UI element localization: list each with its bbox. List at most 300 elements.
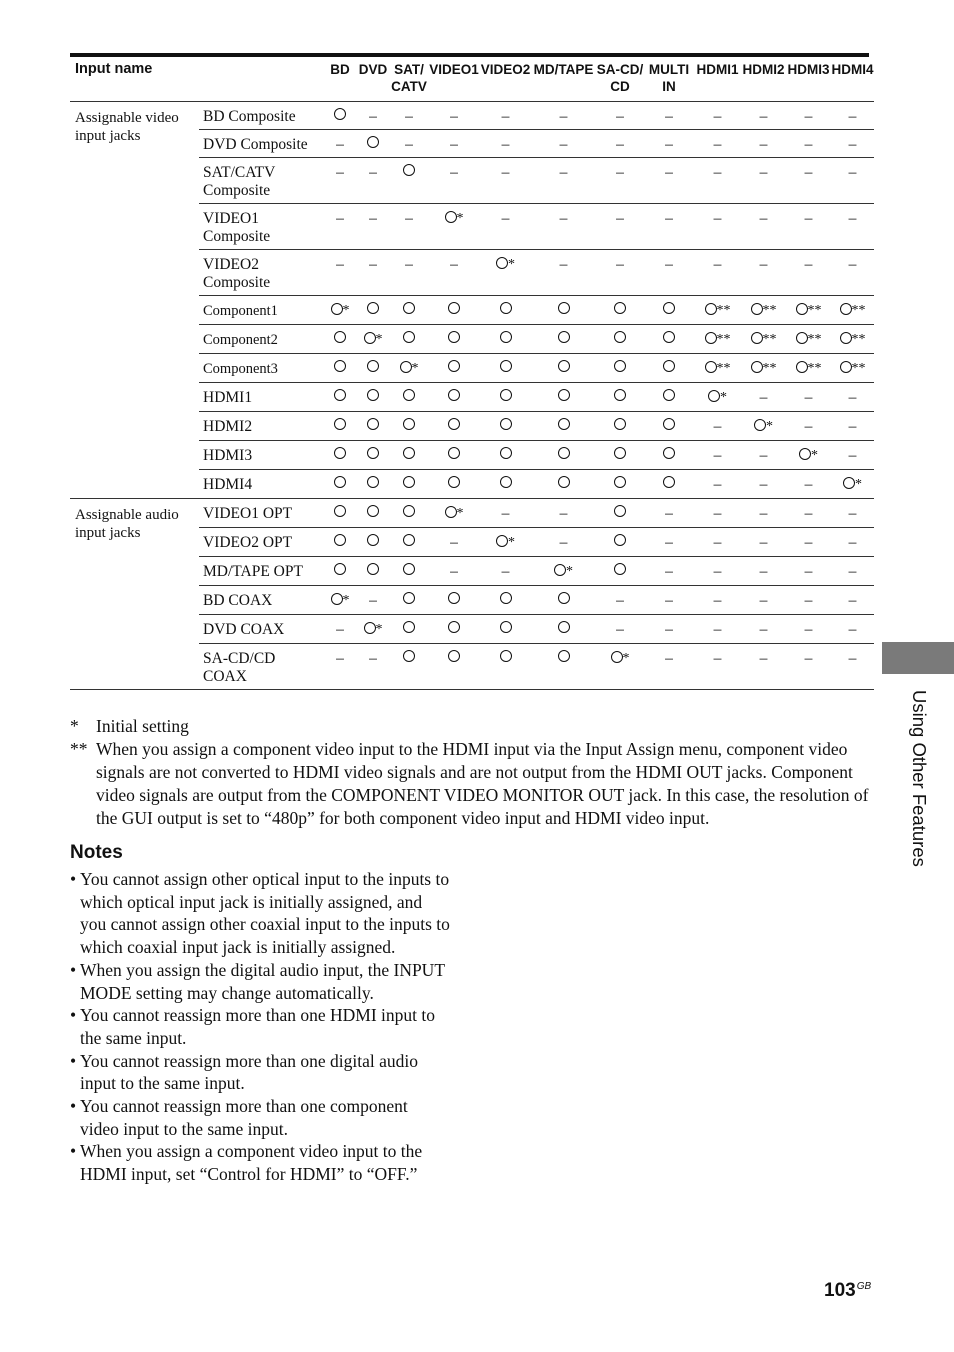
table-cell [428,441,480,470]
footnote-mark: * [622,651,630,666]
dash-mark: – [759,563,768,580]
table-cell [356,158,390,204]
dash-mark: – [616,621,624,638]
row-input-name: Component3 [199,354,324,383]
dash-mark: – [848,108,857,125]
table-cell [356,102,390,130]
circle-mark-icon [331,593,343,605]
table-cell [390,102,428,130]
table-cell [694,354,741,383]
dash-mark: – [848,164,857,181]
table-cell [596,557,644,586]
header-input-name: Input name [75,61,153,77]
notes-heading: Notes [70,842,123,863]
circle-mark-icon [614,476,626,488]
table-cell [428,130,480,158]
circle-mark-icon [663,302,675,314]
dash-mark: – [369,256,377,273]
circle-mark-icon [448,592,460,604]
dash-mark: – [713,418,722,435]
table-cell [741,557,786,586]
dash-mark: – [848,534,857,551]
table-cell [428,557,480,586]
table-cell [428,325,480,354]
table-cell [531,383,596,412]
footnote-mark: * [855,477,862,492]
table-cell [531,158,596,204]
circle-mark-icon [403,621,415,633]
table-cell [428,158,480,204]
circle-mark-icon [448,331,460,343]
circle-mark-icon [500,331,512,343]
circle-mark-icon [403,302,415,314]
table-cell [324,102,356,130]
footnote-text: Initial setting [96,716,189,736]
dash-mark: – [759,447,768,464]
table-cell [596,204,644,250]
table-cell [480,470,531,499]
circle-mark-icon [500,592,512,604]
row-input-name: VIDEO2 Composite [199,250,324,296]
dash-mark: – [501,210,510,227]
circle-mark-icon [558,621,570,633]
table-cell [694,586,741,615]
footnote-mark: ** [851,332,866,347]
dash-mark: – [713,256,722,273]
table-cell [356,528,390,557]
table-cell [531,354,596,383]
dash-mark: – [616,164,624,181]
footnote-initial-setting [70,715,870,738]
table-cell [324,412,356,441]
dash-mark: – [665,210,673,227]
circle-mark-icon [614,389,626,401]
circle-mark-icon [500,389,512,401]
dash-mark: – [804,592,813,609]
circle-mark-icon [705,361,717,373]
notes-list [70,868,450,1186]
circle-mark-icon [448,302,460,314]
table-cell [741,586,786,615]
bullet-icon: • [70,869,77,889]
circle-mark-icon [445,211,457,223]
circle-mark-icon [334,108,346,120]
circle-mark-icon [558,302,570,314]
table-cell [356,383,390,412]
circle-mark-icon [663,476,675,488]
dash-mark: – [848,563,857,580]
table-cell [324,644,356,690]
dash-mark: – [369,108,377,125]
column-header: HDMI2 [742,62,785,77]
dash-mark: – [759,650,768,667]
table-cell [356,130,390,158]
table-cell [831,586,874,615]
circle-mark-icon [496,257,508,269]
dash-mark: – [759,621,768,638]
dash-mark: – [336,164,344,181]
table-cell [531,296,596,325]
dash-mark: – [559,164,568,181]
circle-mark-icon [500,476,512,488]
dash-mark: – [336,136,344,153]
table-cell [741,528,786,557]
row-input-name: HDMI2 [199,412,324,441]
table-cell [531,557,596,586]
circle-mark-icon [448,621,460,633]
footnote-mark: * [342,303,350,318]
table-cell [644,470,694,499]
table-cell [531,499,596,528]
row-input-name: Component2 [199,325,324,354]
table-cell [390,470,428,499]
table-cell [356,499,390,528]
dash-mark: – [804,108,813,125]
circle-mark-icon [614,418,626,430]
circle-mark-icon [500,621,512,633]
circle-mark-icon [403,563,415,575]
row-input-name: BD Composite [199,102,324,130]
table-cell [741,325,786,354]
note-text: When you assign the digital audio input, the INPUT MODE setting may change automatically. [80,959,445,1003]
table-cell [531,325,596,354]
table-cell [480,441,531,470]
table-cell [831,615,874,644]
table-cell [644,102,694,130]
circle-mark-icon [448,360,460,372]
circle-mark-icon [558,447,570,459]
circle-mark-icon [558,650,570,662]
footnote-mark: ** [851,361,866,376]
table-cell [531,644,596,690]
dash-mark: – [450,534,458,551]
dash-mark: – [759,210,768,227]
table-cell [428,412,480,441]
table-cell [644,354,694,383]
circle-mark-icon [403,164,415,176]
table-cell [831,130,874,158]
table-cell [741,499,786,528]
footnote-mark: * [508,257,515,272]
footnote-text: When you assign a component video input to the HDMI input via the Input Assign menu, component video signals are not converted to HDMI video signals and are not output from the HDMI OUT jacks. Component video signals are output from the COMPONENT VIDEO MONITOR OUT jack. In this case, the resolution of the GUI output is set to “480p” for both component video input and HDMI video input. [96,739,869,828]
table-cell [831,557,874,586]
table-cell [831,499,874,528]
circle-mark-icon [403,650,415,662]
dash-mark: – [559,136,568,153]
table-cell [786,470,831,499]
table-cell [324,470,356,499]
footnote-mark: * [720,390,727,405]
table-cell [480,250,531,296]
table-cell [596,412,644,441]
circle-mark-icon [367,476,379,488]
table-cell [428,615,480,644]
table-header-row [70,57,874,102]
table-cell [694,325,741,354]
circle-mark-icon [334,476,346,488]
table-cell [428,383,480,412]
dash-mark: – [450,136,458,153]
circle-mark-icon [367,505,379,517]
bullet-icon: • [70,1005,77,1026]
dash-mark: – [665,650,673,667]
dash-mark: – [450,563,458,580]
table-cell [428,204,480,250]
table-cell [694,470,741,499]
table-cell [786,557,831,586]
dash-mark: – [713,650,722,667]
circle-mark-icon [403,389,415,401]
column-header: VIDEO2 [480,62,531,77]
footnote-mark: ** [716,332,731,347]
circle-mark-icon [367,389,379,401]
circle-mark-icon [334,447,346,459]
circle-mark-icon [403,505,415,517]
table-cell [596,528,644,557]
table-cell [428,499,480,528]
note-item [70,1095,450,1140]
circle-mark-icon [496,535,508,547]
table-cell [390,644,428,690]
table-cell [831,325,874,354]
circle-mark-icon [554,564,566,576]
table-cell [390,586,428,615]
circle-mark-icon [663,389,675,401]
table-cell [741,296,786,325]
dash-mark: – [336,256,344,273]
table-cell [694,615,741,644]
table-cell [480,586,531,615]
table-cell [786,441,831,470]
page-number [824,1280,871,1302]
dash-mark: – [804,210,813,227]
dash-mark: – [804,164,813,181]
dash-mark: – [759,108,768,125]
footnote-mark: * [411,361,419,376]
dash-mark: – [665,108,673,125]
note-text: You cannot reassign more than one HDMI input to the same input. [80,1005,435,1048]
circle-mark-icon [614,563,626,575]
footnote-mark: * [375,332,383,347]
dash-mark: – [665,164,673,181]
circle-mark-icon [663,447,675,459]
table-cell [480,354,531,383]
table-cell [356,325,390,354]
page-number-suffix: GB [856,1281,872,1292]
dash-mark: – [450,256,458,273]
table-cell [786,383,831,412]
circle-mark-icon [558,331,570,343]
column-header: MULTI IN [648,62,690,94]
circle-mark-icon [367,534,379,546]
table-cell [324,158,356,204]
circle-mark-icon [500,360,512,372]
table-cell [324,250,356,296]
table-cell [644,383,694,412]
note-item [70,868,450,959]
circle-mark-icon [751,303,763,315]
input-assign-table [70,57,874,690]
dash-mark: – [501,505,510,522]
dash-mark: – [713,447,722,464]
footnote-mark: * [456,506,464,521]
page-number-value: 103 [824,1280,856,1301]
table-cell [596,354,644,383]
table-cell [596,644,644,690]
table-cell [786,325,831,354]
circle-mark-icon [614,302,626,314]
table-cell [741,250,786,296]
table-cell [694,412,741,441]
circle-mark-icon [796,332,808,344]
dash-mark: – [804,650,813,667]
circle-mark-icon [331,303,343,315]
circle-mark-icon [500,447,512,459]
dash-mark: – [665,563,673,580]
circle-mark-icon [367,563,379,575]
dash-mark: – [559,108,568,125]
table-cell [596,102,644,130]
circle-mark-icon [614,360,626,372]
circle-mark-icon [448,447,460,459]
footnote-component-video [70,738,870,830]
table-cell [428,644,480,690]
table-cell [390,499,428,528]
circle-mark-icon [558,418,570,430]
dash-mark: – [665,534,673,551]
circle-mark-icon [614,505,626,517]
footnote-mark: * [375,622,383,637]
circle-mark-icon [403,331,415,343]
dash-mark: – [759,592,768,609]
column-header: BD [330,62,350,77]
dash-mark: – [616,136,624,153]
table-cell [644,499,694,528]
column-header: HDMI1 [696,62,739,77]
dash-mark: – [616,592,624,609]
table-cell [324,557,356,586]
table-cell [644,158,694,204]
circle-mark-icon [611,651,623,663]
table-cell [741,644,786,690]
table-cell [390,204,428,250]
row-input-name: Component1 [199,296,324,325]
circle-mark-icon [334,505,346,517]
table-cell [741,158,786,204]
table-cell [596,499,644,528]
circle-mark-icon [796,303,808,315]
dash-mark: – [759,534,768,551]
dash-mark: – [713,621,722,638]
table-cell [694,250,741,296]
table-cell [324,615,356,644]
dash-mark: – [713,563,722,580]
dash-mark: – [501,136,510,153]
table-cell [644,325,694,354]
column-header: HDMI3 [787,62,830,77]
dash-mark: – [336,650,344,667]
row-input-name: VIDEO2 OPT [199,528,324,557]
table-cell [694,528,741,557]
bullet-icon: • [70,1096,77,1117]
dash-mark: – [665,256,673,273]
table-cell [694,644,741,690]
circle-mark-icon [400,361,412,373]
table-row [70,499,874,528]
table-cell [694,441,741,470]
table-cell [644,412,694,441]
table-cell [324,586,356,615]
note-item [70,959,450,1004]
table-body [70,102,874,690]
table-cell [390,528,428,557]
table-cell [428,528,480,557]
table-cell [786,644,831,690]
table-cell [324,325,356,354]
dash-mark: – [559,256,568,273]
note-item [70,1050,450,1095]
dash-mark: – [713,592,722,609]
circle-mark-icon [334,389,346,401]
table-cell [531,204,596,250]
circle-mark-icon [708,390,720,402]
dash-mark: – [369,592,377,609]
table-cell [786,412,831,441]
circle-mark-icon [754,419,766,431]
table-cell [356,354,390,383]
dash-mark: – [616,108,624,125]
table-cell [480,325,531,354]
note-item [70,1140,450,1185]
table-cell [786,528,831,557]
dash-mark: – [369,164,377,181]
table-cell [390,296,428,325]
table-cell [480,383,531,412]
section-side-label: Using Other Features [909,690,930,867]
dash-mark: – [804,505,813,522]
row-input-name: DVD Composite [199,130,324,158]
table-cell [531,615,596,644]
circle-mark-icon [614,331,626,343]
table-cell [694,557,741,586]
table-cell [324,528,356,557]
footnote-mark: ** [762,303,777,318]
table-cell [644,441,694,470]
note-text: When you assign a component video input to the HDMI input, set “Control for HDMI” to “OFF.” [80,1141,423,1185]
dash-mark: – [405,210,413,227]
table-cell [356,204,390,250]
table-cell [356,441,390,470]
table-cell [531,441,596,470]
row-input-name: HDMI3 [199,441,324,470]
dash-mark: – [848,210,857,227]
circle-mark-icon [558,360,570,372]
footnote-mark: ** [762,361,777,376]
table-cell [531,528,596,557]
circle-mark-icon [840,361,852,373]
dash-mark: – [759,389,768,406]
table-cell [390,412,428,441]
circle-mark-icon [334,360,346,372]
table-cell [644,130,694,158]
table-cell [480,557,531,586]
table-cell [356,412,390,441]
table-cell [324,499,356,528]
footnote-mark: ** [851,303,866,318]
table-cell [831,296,874,325]
table-cell [480,528,531,557]
circle-mark-icon [751,361,763,373]
